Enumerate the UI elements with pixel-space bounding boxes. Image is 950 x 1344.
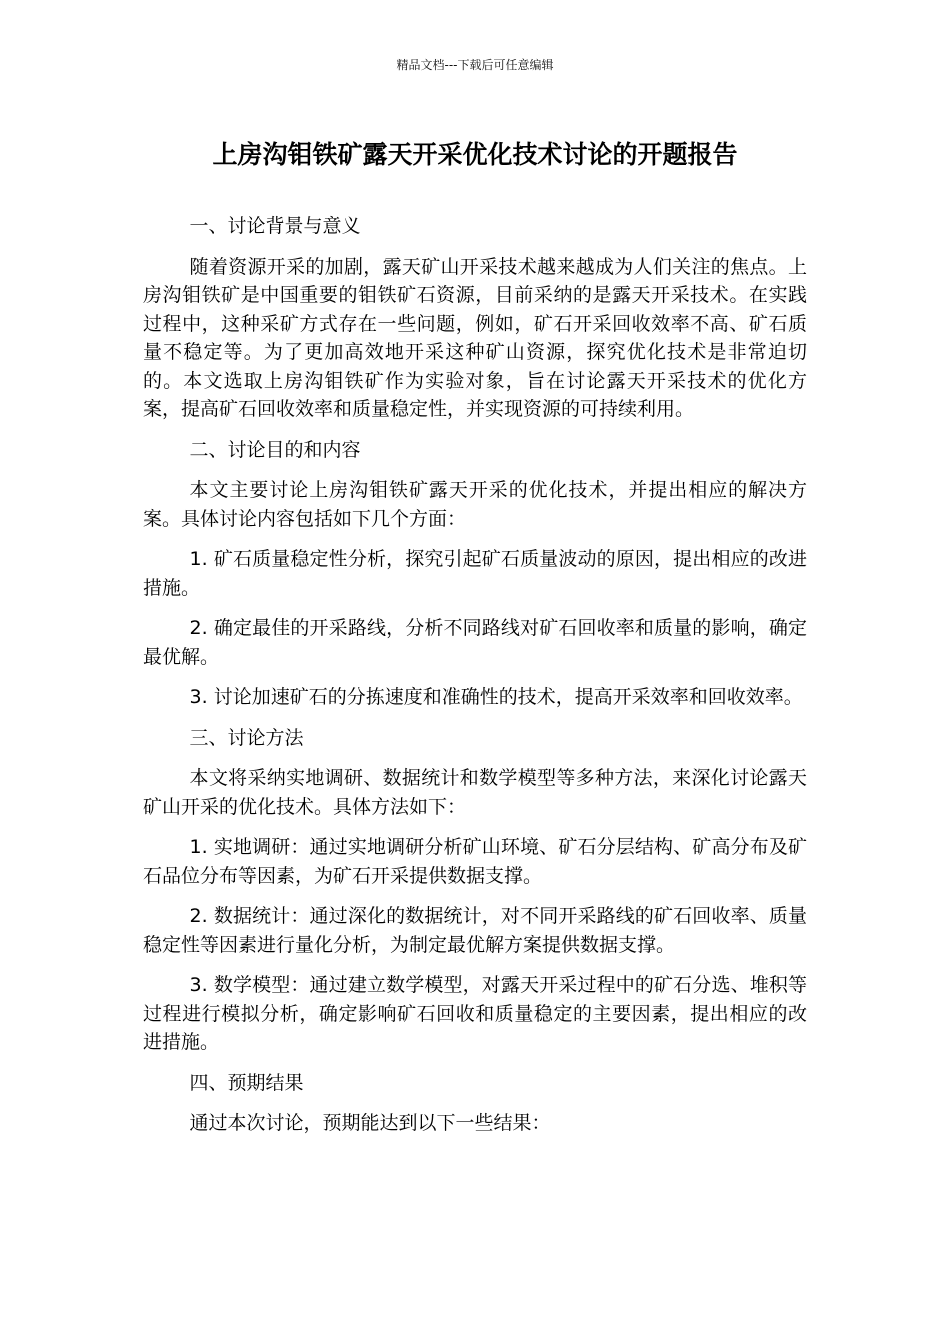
paragraph-background: 随着资源开采的加剧，露天矿山开采技术越来越成为人们关注的焦点。上房沟钼铁矿是中国重要的钼铁矿石资源，目前采纳的是露天开采技术。在实践过程中，这种采矿方式存在一些问题，例如，矿石开采回收效率不高、矿石质量不稳定等。为了更加高效地开采这种矿山资源，探究优化技术是非常迫切的。本文选取上房沟钼铁矿作为实验对象，旨在讨论露天开采技术的优化方案，提高矿石回收效率和质量稳定性，并实现资源的可持续利用。 — [143, 255, 807, 420]
paragraph-purpose-intro: 本文主要讨论上房沟钼铁矿露天开采的优化技术，并提出相应的解决方案。具体讨论内容包括如下几个方面： — [143, 479, 807, 530]
section-heading-purpose: 二、讨论目的和内容 — [189, 438, 361, 461]
list-item-purpose-2: 2. 确定最佳的开采路线，分析不同路线对矿石回收率和质量的影响，确定最优解。 — [143, 617, 807, 668]
list-item-method-3: 3. 数学模型：通过建立数学模型，对露天开采过程中的矿石分选、堆积等过程进行模拟分析，确定影响矿石回收和质量稳定的主要因素，提出相应的改进措施。 — [143, 974, 807, 1053]
paragraph-results-intro: 通过本次讨论，预期能达到以下一些结果： — [189, 1112, 551, 1134]
list-item-purpose-1: 1. 矿石质量稳定性分析，探究引起矿石质量波动的原因，提出相应的改进措施。 — [143, 548, 807, 599]
list-item-method-2: 2. 数据统计：通过深化的数据统计，对不同开采路线的矿石回收率、质量稳定性等因素进行量化分析，为制定最优解方案提供数据支撑。 — [143, 905, 807, 956]
section-heading-background: 一、讨论背景与意义 — [189, 215, 361, 237]
page-header-watermark: 精品文档---下载后可任意编辑 — [396, 58, 554, 72]
document-body — [143, 212, 807, 1150]
list-item-purpose-3: 3. 讨论加速矿石的分拣速度和准确性的技术，提高开采效率和回收效率。 — [189, 686, 803, 708]
document-title: 上房沟钼铁矿露天开采优化技术讨论的开题报告 — [212, 140, 738, 169]
section-heading-method: 三、讨论方法 — [189, 726, 304, 749]
list-item-method-1: 1. 实地调研：通过实地调研分析矿山环境、矿石分层结构、矿高分布及矿石品位分布等因素，为矿石开采提供数据支撑。 — [143, 836, 807, 887]
section-heading-results: 四、预期结果 — [189, 1071, 304, 1094]
paragraph-method-intro: 本文将采纳实地调研、数据统计和数学模型等多种方法，来深化讨论露天矿山开采的优化技术。具体方法如下： — [143, 767, 807, 818]
